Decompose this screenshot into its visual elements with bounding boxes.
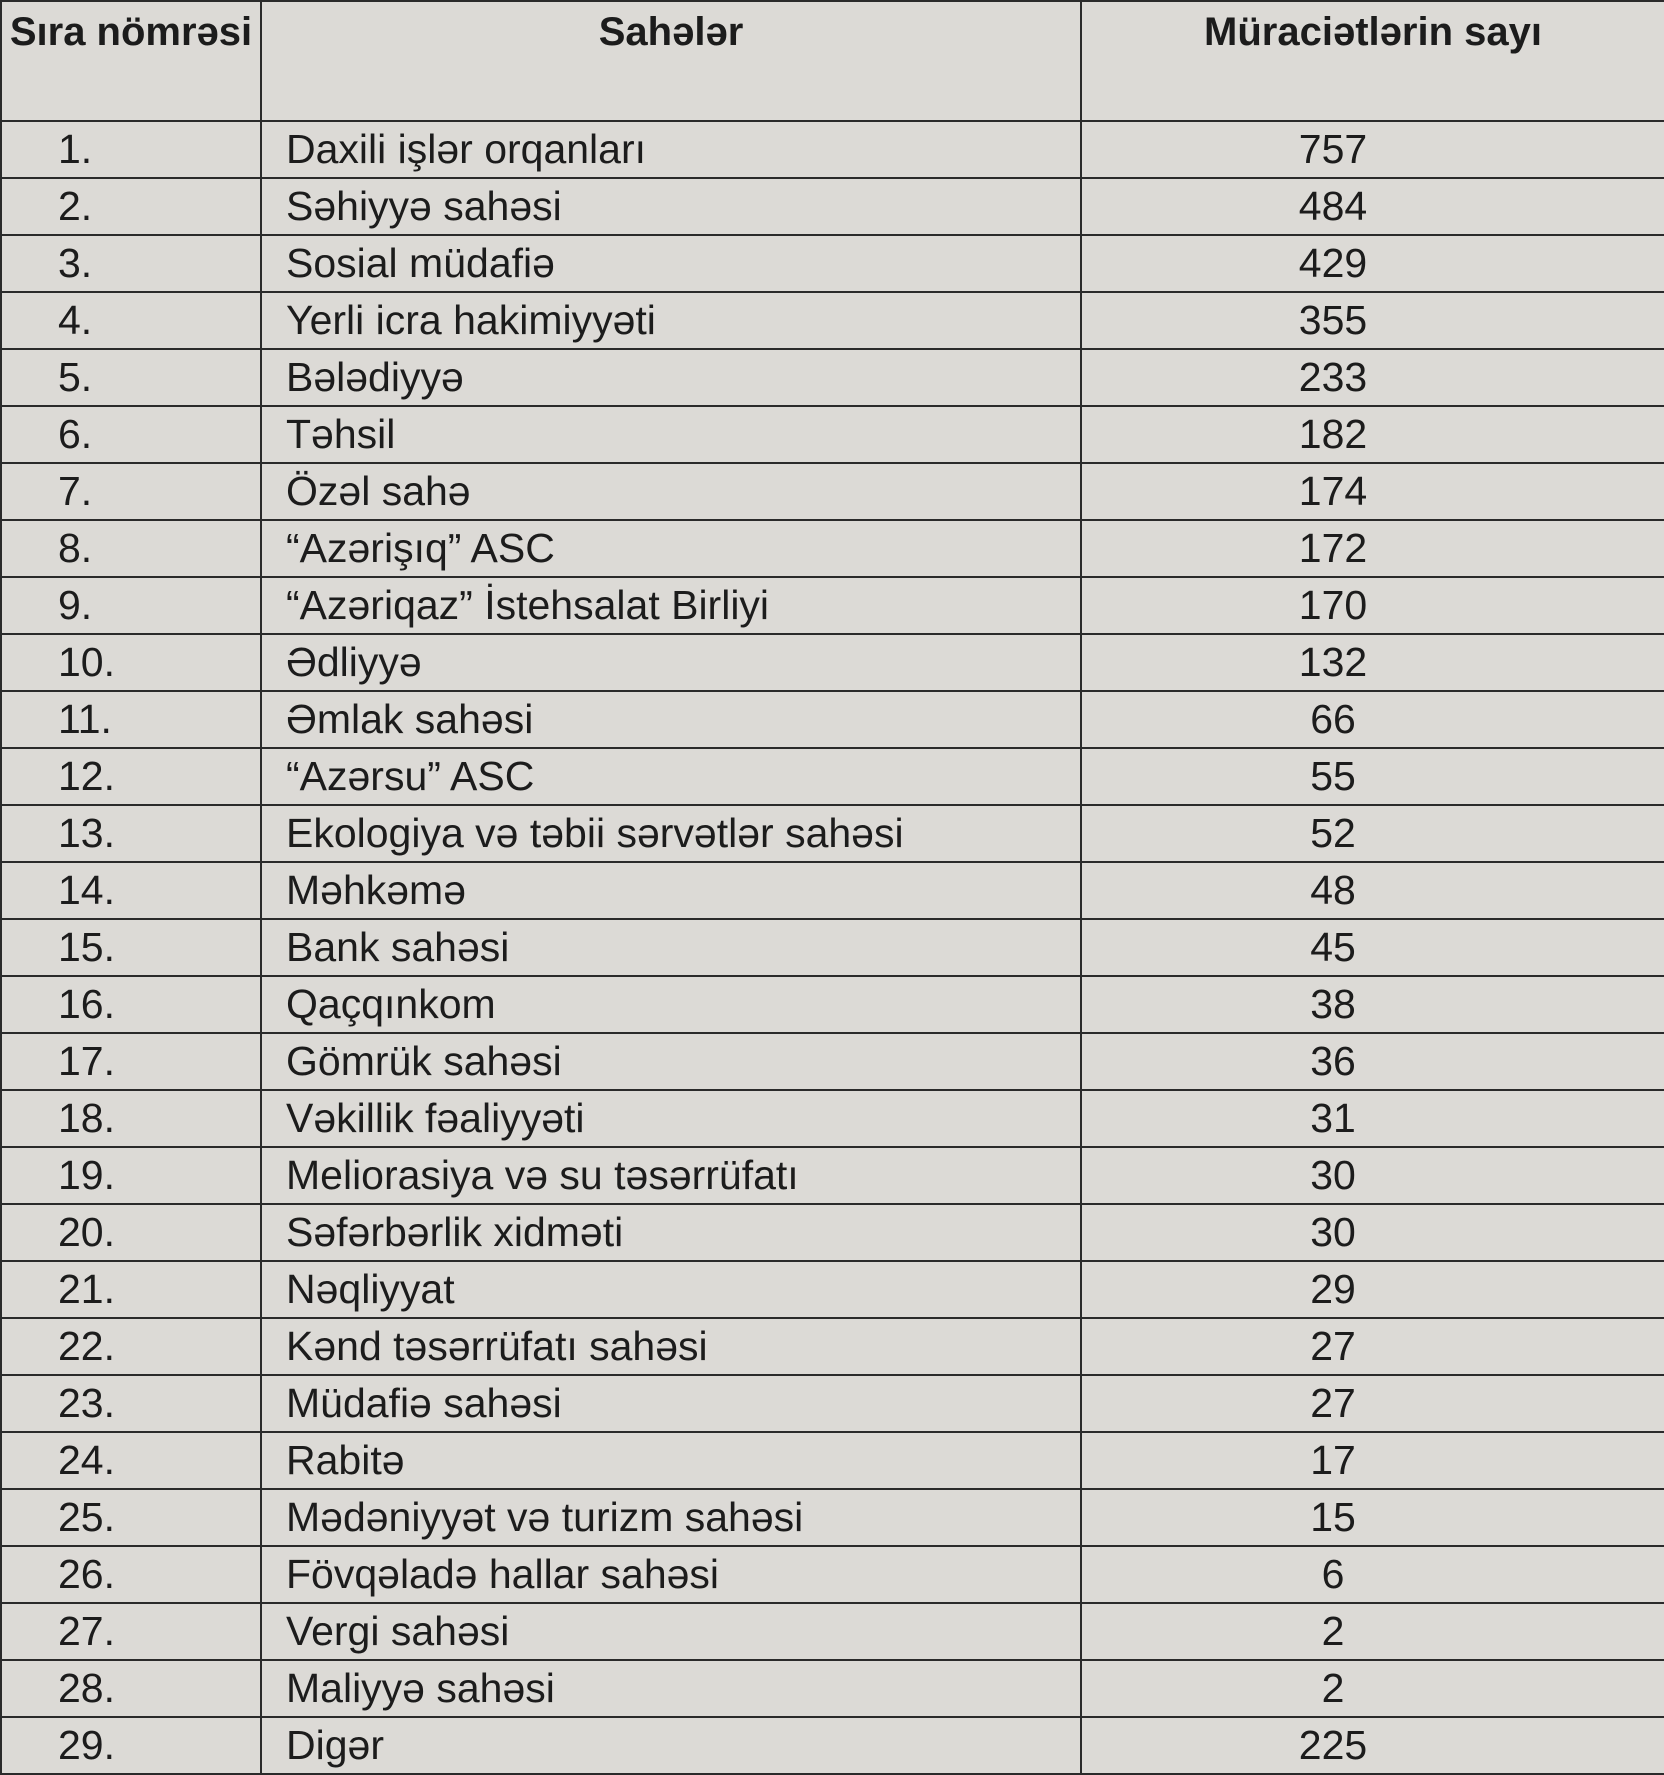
row-number: 6. <box>1 406 261 463</box>
row-number: 13. <box>1 805 261 862</box>
row-count: 757 <box>1081 121 1664 178</box>
row-count: 225 <box>1081 1717 1664 1774</box>
table-row <box>1 1375 1664 1432</box>
table-row <box>1 520 1664 577</box>
row-field: Mədəniyyət və turizm sahəsi <box>261 1489 1081 1546</box>
table-row <box>1 1318 1664 1375</box>
row-number: 7. <box>1 463 261 520</box>
table-row <box>1 1489 1664 1546</box>
row-field: Səhiyyə sahəsi <box>261 178 1081 235</box>
table-row <box>1 634 1664 691</box>
row-field: Kənd təsərrüfatı sahəsi <box>261 1318 1081 1375</box>
row-number: 12. <box>1 748 261 805</box>
table-row <box>1 292 1664 349</box>
row-count: 182 <box>1081 406 1664 463</box>
table-row <box>1 1660 1664 1717</box>
row-number: 20. <box>1 1204 261 1261</box>
row-field: Fövqəladə hallar sahəsi <box>261 1546 1081 1603</box>
row-count: 172 <box>1081 520 1664 577</box>
table-row <box>1 349 1664 406</box>
row-count: 66 <box>1081 691 1664 748</box>
table-row <box>1 121 1664 178</box>
row-number: 2. <box>1 178 261 235</box>
row-field: Özəl sahə <box>261 463 1081 520</box>
row-count: 36 <box>1081 1033 1664 1090</box>
table-row <box>1 691 1664 748</box>
row-field: Əmlak sahəsi <box>261 691 1081 748</box>
table-row <box>1 1147 1664 1204</box>
row-number: 25. <box>1 1489 261 1546</box>
row-number: 18. <box>1 1090 261 1147</box>
row-count: 38 <box>1081 976 1664 1033</box>
table-row <box>1 406 1664 463</box>
row-count: 29 <box>1081 1261 1664 1318</box>
table-row <box>1 1546 1664 1603</box>
row-number: 16. <box>1 976 261 1033</box>
row-field: Nəqliyyat <box>261 1261 1081 1318</box>
row-field: Daxili işlər orqanları <box>261 121 1081 178</box>
row-field: Vəkillik fəaliyyəti <box>261 1090 1081 1147</box>
row-count: 6 <box>1081 1546 1664 1603</box>
table-row <box>1 1261 1664 1318</box>
row-number: 26. <box>1 1546 261 1603</box>
row-field: Ədliyyə <box>261 634 1081 691</box>
row-number: 1. <box>1 121 261 178</box>
row-field: Bank sahəsi <box>261 919 1081 976</box>
header-count: Müraciətlərin sayı <box>1081 1 1664 121</box>
row-count: 27 <box>1081 1318 1664 1375</box>
row-count: 30 <box>1081 1204 1664 1261</box>
row-count: 355 <box>1081 292 1664 349</box>
row-count: 2 <box>1081 1660 1664 1717</box>
row-count: 174 <box>1081 463 1664 520</box>
row-field: Rabitə <box>261 1432 1081 1489</box>
row-number: 15. <box>1 919 261 976</box>
table-row <box>1 178 1664 235</box>
table-row <box>1 1603 1664 1660</box>
table-row <box>1 235 1664 292</box>
row-count: 233 <box>1081 349 1664 406</box>
row-number: 3. <box>1 235 261 292</box>
row-number: 24. <box>1 1432 261 1489</box>
row-field: Gömrük sahəsi <box>261 1033 1081 1090</box>
table-row <box>1 862 1664 919</box>
row-field: Digər <box>261 1717 1081 1774</box>
row-number: 5. <box>1 349 261 406</box>
table-row <box>1 577 1664 634</box>
table-row <box>1 976 1664 1033</box>
row-count: 48 <box>1081 862 1664 919</box>
header-field: Sahələr <box>261 1 1081 121</box>
row-count: 31 <box>1081 1090 1664 1147</box>
row-field: Ekologiya və təbii sərvətlər sahəsi <box>261 805 1081 862</box>
row-number: 4. <box>1 292 261 349</box>
row-count: 17 <box>1081 1432 1664 1489</box>
row-field: Müdafiə sahəsi <box>261 1375 1081 1432</box>
row-number: 14. <box>1 862 261 919</box>
row-number: 11. <box>1 691 261 748</box>
row-field: Maliyyə sahəsi <box>261 1660 1081 1717</box>
header-row <box>1 1 1664 121</box>
row-field: Bələdiyyə <box>261 349 1081 406</box>
row-count: 45 <box>1081 919 1664 976</box>
table-row <box>1 1717 1664 1774</box>
row-count: 55 <box>1081 748 1664 805</box>
row-count: 132 <box>1081 634 1664 691</box>
row-field: Məhkəmə <box>261 862 1081 919</box>
row-field: Sosial müdafiə <box>261 235 1081 292</box>
row-field: Qaçqınkom <box>261 976 1081 1033</box>
table-row <box>1 463 1664 520</box>
row-number: 8. <box>1 520 261 577</box>
row-count: 27 <box>1081 1375 1664 1432</box>
row-number: 22. <box>1 1318 261 1375</box>
row-count: 484 <box>1081 178 1664 235</box>
table-row <box>1 748 1664 805</box>
row-count: 52 <box>1081 805 1664 862</box>
row-field: Yerli icra hakimiyyəti <box>261 292 1081 349</box>
row-count: 170 <box>1081 577 1664 634</box>
header-number: Sıra nömrəsi <box>1 1 261 121</box>
row-field: “Azəriqaz” İstehsalat Birliyi <box>261 577 1081 634</box>
row-number: 28. <box>1 1660 261 1717</box>
row-field: Meliorasiya və su təsərrüfatı <box>261 1147 1081 1204</box>
table-row <box>1 1033 1664 1090</box>
row-field: “Azərişıq” ASC <box>261 520 1081 577</box>
row-count: 2 <box>1081 1603 1664 1660</box>
row-count: 15 <box>1081 1489 1664 1546</box>
table-row <box>1 805 1664 862</box>
row-number: 23. <box>1 1375 261 1432</box>
table-row <box>1 1204 1664 1261</box>
table-row <box>1 1432 1664 1489</box>
row-number: 21. <box>1 1261 261 1318</box>
row-field: Səfərbərlik xidməti <box>261 1204 1081 1261</box>
row-field: “Azərsu” ASC <box>261 748 1081 805</box>
row-field: Təhsil <box>261 406 1081 463</box>
row-number: 19. <box>1 1147 261 1204</box>
row-field: Vergi sahəsi <box>261 1603 1081 1660</box>
row-number: 10. <box>1 634 261 691</box>
row-number: 17. <box>1 1033 261 1090</box>
table-row <box>1 1090 1664 1147</box>
table-row <box>1 919 1664 976</box>
row-count: 30 <box>1081 1147 1664 1204</box>
table-body <box>1 121 1664 1774</box>
row-number: 27. <box>1 1603 261 1660</box>
row-number: 9. <box>1 577 261 634</box>
row-count: 429 <box>1081 235 1664 292</box>
row-number: 29. <box>1 1717 261 1774</box>
